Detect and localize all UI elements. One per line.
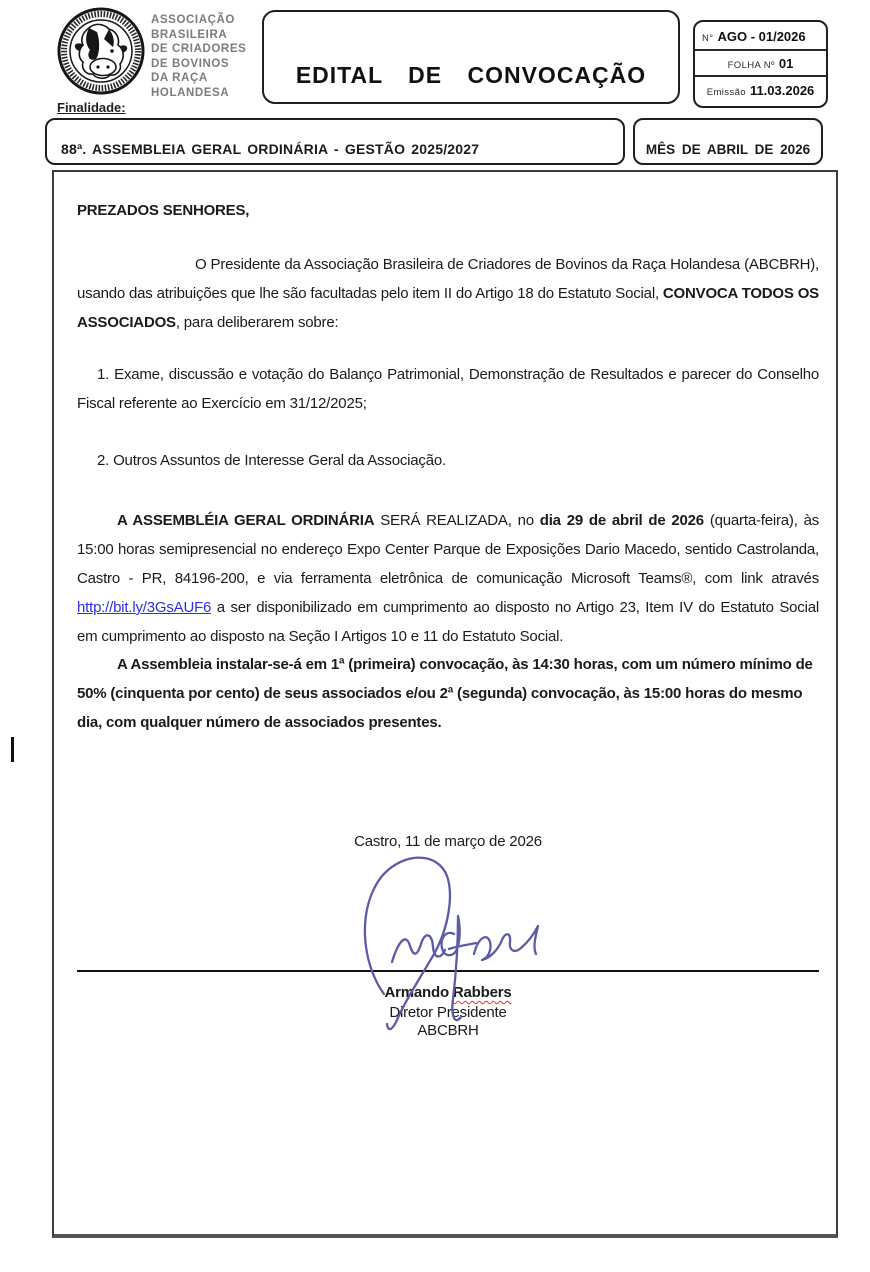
org-name-line: DE BOVINOS xyxy=(151,57,230,70)
document-title: EDITAL DE CONVOCAÇÃO xyxy=(295,62,647,88)
signatory-org: ABCBRH xyxy=(417,1022,479,1039)
paragraph-text: O Presidente da Associação Brasileira de Criadores de Bovinos da Raça Holandesa (ABCBRH), usando das atribuições que lhe são facultadas pelo item II do Artigo 18 do Estatuto Social, xyxy=(77,256,819,302)
signatory-first-name: Armando xyxy=(384,984,453,1001)
paragraph-assembly-details xyxy=(77,506,819,651)
date-line: Castro, 11 de março de 2026 xyxy=(354,833,542,850)
abcbrh-cow-logo-icon xyxy=(56,6,146,96)
handwritten-signature xyxy=(354,854,554,1039)
month-box xyxy=(633,118,823,165)
paragraph-bold-text: A ASSEMBLÉIA GERAL ORDINÁRIA xyxy=(117,512,375,529)
paragraph-bold-text: dia 29 de abril de 2026 xyxy=(539,512,704,529)
meta-folha-value: 01 xyxy=(778,56,794,71)
agenda-item-number: 2. xyxy=(97,452,110,469)
agenda-item-text: Outros Assuntos de Interesse Geral da Associação. xyxy=(113,452,446,469)
paragraph-text: (quarta-feira), às 15:00 horas semipresencial no endereço Expo Center Parque de Exposições Dario Macedo, sentido Castrolanda, Castro - PR, 84196-200, e via ferramenta eletrônica de comunicação Microsoft Teams®, com link através xyxy=(77,512,820,587)
paragraph-bold-text: CONVOCA TODOS OS ASSOCIADOS xyxy=(77,285,819,331)
meta-number-row xyxy=(695,22,826,51)
subject-box xyxy=(45,118,625,165)
document-meta-box xyxy=(693,20,828,108)
subject-line: 88ª. ASSEMBLEIA GERAL ORDINÁRIA - GESTÃO 2025/2027 xyxy=(61,141,480,157)
org-name-line: ASSOCIAÇÃO xyxy=(151,14,235,26)
org-name-line: BRASILEIRA xyxy=(151,28,228,41)
meta-emission-value: 11.03.2026 xyxy=(749,83,815,98)
org-name-line: DA RAÇA xyxy=(151,72,208,85)
agenda-item-text: Exame, discussão e votação do Balanço Patrimonial, Demonstração de Resultados e parecer do Conselho Fiscal referente ao Exercício em 31/12/2025; xyxy=(77,366,820,412)
paragraph-convocation xyxy=(77,250,819,337)
org-name-line: DE CRIADORES xyxy=(151,43,247,56)
agenda-item-2 xyxy=(77,446,819,475)
agenda-item-1 xyxy=(77,360,819,418)
signatory-role: Diretor Presidente xyxy=(389,1004,507,1021)
signatory-last-name: Rabbers xyxy=(452,984,512,1001)
org-name xyxy=(151,13,246,101)
greeting: PREZADOS SENHORES, xyxy=(77,202,250,219)
paragraph-quorum: A Assembleia instalar-se-á em 1ª (primeira) convocação, às 14:30 horas, com um número mínimo de 50% (cinquenta por cento) de seus associados e/ou 2ª (segunda) convocação, às 15:00 horas do mesmo dia, com qualquer número de associados presentes. xyxy=(77,656,813,731)
month-line: MÊS DE ABRIL DE 2026 xyxy=(645,142,811,157)
meta-emission-label: Emissão xyxy=(706,87,746,98)
org-name-line: HOLANDESA xyxy=(151,86,230,99)
text-cursor-artifact xyxy=(11,737,14,762)
meta-emission-row xyxy=(695,77,826,105)
meta-folha-label: FOLHA Nº xyxy=(727,60,775,71)
meeting-link[interactable]: http://bit.ly/3GsAUF6 xyxy=(77,599,212,616)
paragraph-text: a ser disponibilizado em cumprimento ao disposto no Artigo 23, Item IV do Estatuto Social em cumprimento ao disposto na Seção I Artigos 10 e 11 do Estatuto Social. xyxy=(77,599,819,645)
meta-number-label: N° xyxy=(702,33,714,44)
agenda-item-number: 1. xyxy=(97,366,110,383)
finalidade-label: Finalidade: xyxy=(57,100,126,115)
paragraph-text: SERÁ REALIZADA, no xyxy=(374,512,540,529)
document-body-frame xyxy=(52,170,838,1238)
meta-folha-row xyxy=(695,51,826,77)
meta-number-value: AGO - 01/2026 xyxy=(717,29,806,44)
document-title-box xyxy=(262,10,680,104)
paragraph-text: , para deliberarem sobre: xyxy=(175,314,339,331)
